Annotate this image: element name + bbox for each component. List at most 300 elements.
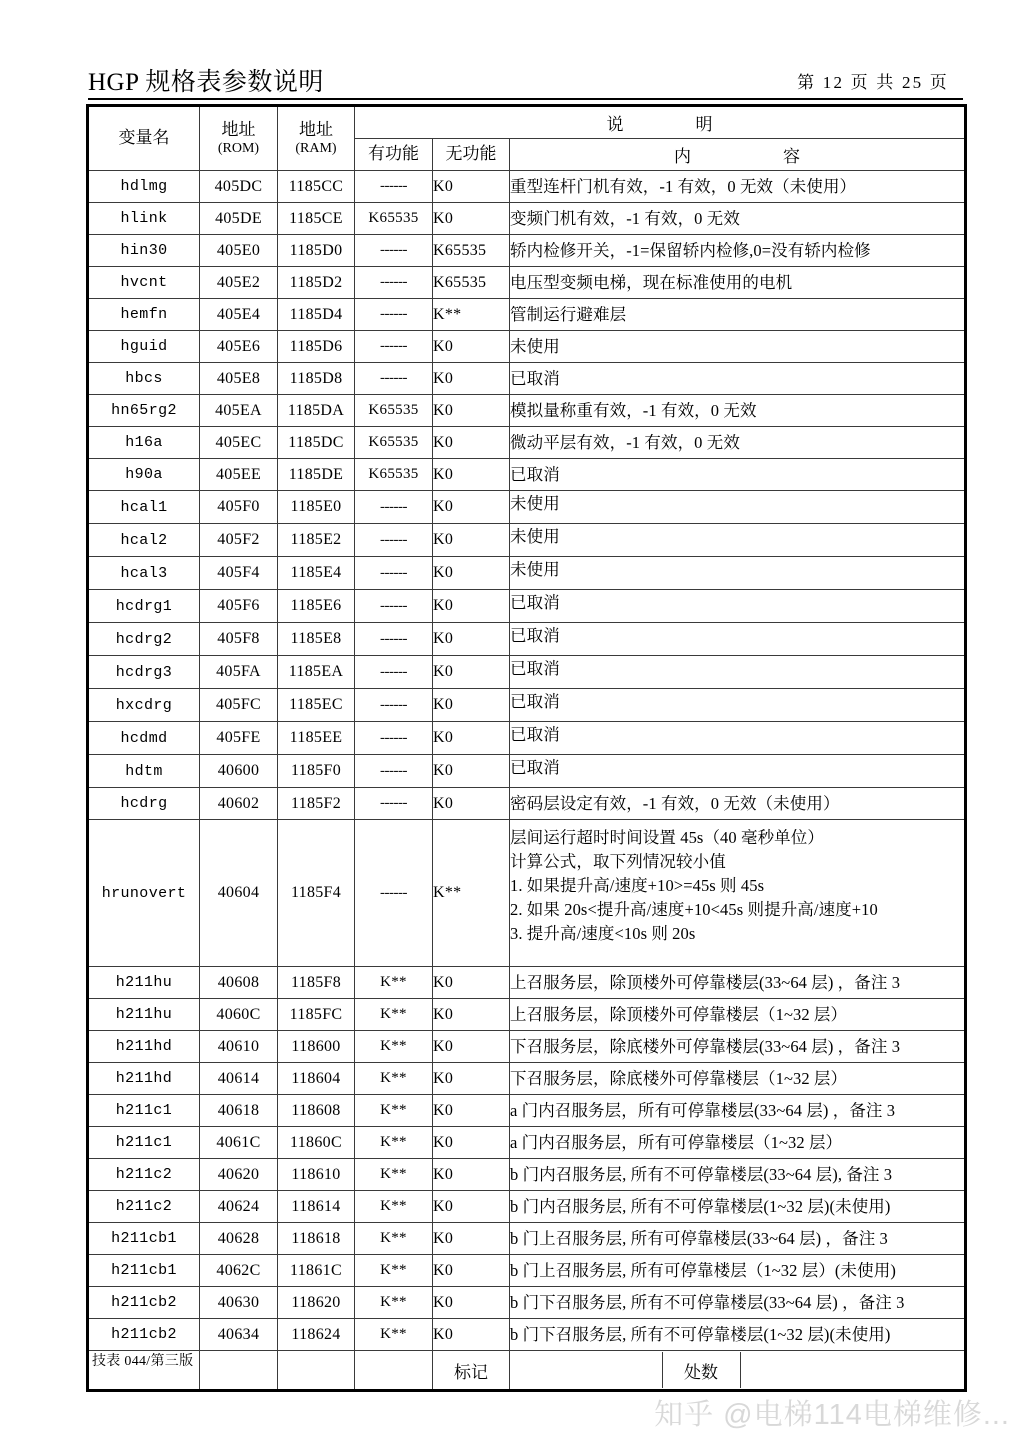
table-row [88, 1095, 966, 1127]
col-header-shuoming-char1: 说 [606, 115, 624, 134]
cell-yes: K** [355, 1031, 433, 1063]
cell-ram: 1185E2 [278, 524, 355, 557]
table-body [88, 171, 966, 1351]
cell-ram: 118618 [278, 1223, 355, 1255]
cell-varname: hcdrg3 [88, 656, 200, 689]
cell-varname: h211hd [88, 1031, 200, 1063]
description-line: b 门下召服务层, 所有不可停靠楼层(33~64 层) ，备注 3 [510, 1292, 905, 1312]
description-line: 下召服务层，除底楼外可停靠楼层(33~64 层) ，备注 3 [510, 1036, 901, 1056]
cell-no: K0 [433, 171, 510, 203]
table-row [88, 1287, 966, 1319]
cell-varname: hxcdrg [88, 689, 200, 722]
table-footer [88, 1351, 966, 1391]
description-line: 已取消 [510, 725, 560, 744]
cell-description [510, 1095, 966, 1127]
cell-rom: 405E4 [200, 299, 278, 331]
table-row [88, 524, 966, 557]
table-row [88, 1031, 966, 1063]
cell-ram: 1185F8 [278, 967, 355, 999]
cell-yes: ------ [355, 299, 433, 331]
table-row [88, 395, 966, 427]
cell-no: K0 [433, 363, 510, 395]
cell-rom: 40628 [200, 1223, 278, 1255]
cell-no: K0 [433, 203, 510, 235]
description-line: 微动平层有效，-1 有效，0 无效 [510, 432, 740, 452]
col-header-ram-line1: 地址 [299, 119, 333, 139]
cell-yes: ------ [355, 820, 433, 967]
table-row [88, 656, 966, 689]
cell-ram: 1185EE [278, 722, 355, 755]
cell-no: K0 [433, 656, 510, 689]
cell-varname: hn65rg2 [88, 395, 200, 427]
cell-description [510, 820, 966, 967]
cell-yes: K** [355, 1063, 433, 1095]
col-header-neirong-char2: 容 [783, 147, 800, 166]
cell-varname: hbcs [88, 363, 200, 395]
cell-description [510, 557, 966, 590]
table-row [88, 1063, 966, 1095]
description-line: 上召服务层，除顶楼外可停靠楼层（1~32 层） [510, 1004, 848, 1024]
cell-varname: h211c2 [88, 1191, 200, 1223]
cell-yes: ------ [355, 788, 433, 820]
cell-yes: ------ [355, 171, 433, 203]
table-row [88, 623, 966, 656]
description-line: 已取消 [510, 593, 560, 612]
cell-rom: 405EA [200, 395, 278, 427]
cell-rom: 40620 [200, 1159, 278, 1191]
cell-no: K0 [433, 689, 510, 722]
cell-yes: ------ [355, 491, 433, 524]
table-footer-row [88, 1351, 966, 1391]
cell-description [510, 755, 966, 788]
cell-ram: 11861C [278, 1255, 355, 1287]
cell-ram: 1185D0 [278, 235, 355, 267]
cell-no: K0 [433, 491, 510, 524]
description-line: b 门内召服务层, 所有不可停靠楼层(33~64 层), 备注 3 [510, 1164, 893, 1184]
cell-no: K0 [433, 1255, 510, 1287]
cell-description [510, 1255, 966, 1287]
cell-rom: 405F4 [200, 557, 278, 590]
table-row [88, 999, 966, 1031]
description-line: 电压型变频电梯，现在标准使用的电机 [510, 272, 793, 292]
cell-rom: 40608 [200, 967, 278, 999]
cell-yes: ------ [355, 363, 433, 395]
cell-ram: 1185E4 [278, 557, 355, 590]
cell-varname: hcal1 [88, 491, 200, 524]
cell-ram: 1185DE [278, 459, 355, 491]
cell-ram: 1185D4 [278, 299, 355, 331]
cell-yes: K** [355, 999, 433, 1031]
cell-varname: h211hu [88, 999, 200, 1031]
cell-varname: hvcnt [88, 267, 200, 299]
cell-no: K0 [433, 1031, 510, 1063]
cell-rom: 405EC [200, 427, 278, 459]
table-row [88, 267, 966, 299]
cell-ram: 118614 [278, 1191, 355, 1223]
table-row [88, 1255, 966, 1287]
cell-rom: 405E2 [200, 267, 278, 299]
description-line: 计算公式，取下列情况较小值 [510, 851, 726, 871]
cell-description [510, 1287, 966, 1319]
description-line: 密码层设定有效，-1 有效，0 无效（未使用） [510, 793, 840, 813]
cell-varname: hlink [88, 203, 200, 235]
cell-varname: hcdrg2 [88, 623, 200, 656]
cell-varname: h211cb2 [88, 1287, 200, 1319]
cell-rom: 405DC [200, 171, 278, 203]
cell-yes: K65535 [355, 459, 433, 491]
cell-no: K0 [433, 331, 510, 363]
cell-varname: hguid [88, 331, 200, 363]
footer-blank-rom [200, 1351, 278, 1391]
spec-table-container [86, 104, 964, 1392]
table-row [88, 299, 966, 331]
cell-no: K0 [433, 427, 510, 459]
cell-varname: h16a [88, 427, 200, 459]
cell-description [510, 1127, 966, 1159]
cell-description [510, 1319, 966, 1351]
table-row [88, 203, 966, 235]
description-line: 未使用 [510, 336, 560, 356]
table-row [88, 427, 966, 459]
table-row [88, 491, 966, 524]
cell-ram: 1185F2 [278, 788, 355, 820]
cell-description [510, 689, 966, 722]
cell-description [510, 459, 966, 491]
cell-description [510, 203, 966, 235]
description-line: 已取消 [510, 758, 560, 777]
col-header-neirong-char1: 内 [674, 147, 691, 166]
cell-yes: K65535 [355, 203, 433, 235]
cell-description [510, 788, 966, 820]
cell-ram: 118610 [278, 1159, 355, 1191]
cell-varname: hemfn [88, 299, 200, 331]
cell-varname: hcdmd [88, 722, 200, 755]
cell-yes: ------ [355, 557, 433, 590]
description-line: 已取消 [510, 464, 560, 484]
cell-yes: K** [355, 1159, 433, 1191]
cell-no: K0 [433, 557, 510, 590]
cell-description [510, 967, 966, 999]
table-row [88, 820, 966, 967]
cell-description [510, 1191, 966, 1223]
description-line: 已取消 [510, 659, 560, 678]
cell-no: K0 [433, 967, 510, 999]
cell-description [510, 656, 966, 689]
cell-rom: 40600 [200, 755, 278, 788]
cell-ram: 1185E0 [278, 491, 355, 524]
cell-ram: 1185DC [278, 427, 355, 459]
footer-mark-label: 标记 [433, 1351, 510, 1391]
cell-yes: ------ [355, 656, 433, 689]
cell-no: K0 [433, 1095, 510, 1127]
watermark: 知乎 @电梯114电梯维修... [654, 1399, 1010, 1431]
cell-rom: 405E6 [200, 331, 278, 363]
cell-description [510, 590, 966, 623]
cell-rom: 405E8 [200, 363, 278, 395]
cell-rom: 405FC [200, 689, 278, 722]
cell-no: K0 [433, 1159, 510, 1191]
cell-ram: 1185CC [278, 171, 355, 203]
cell-ram: 1185F4 [278, 820, 355, 967]
cell-rom: 405FE [200, 722, 278, 755]
cell-no: K65535 [433, 267, 510, 299]
page-header [88, 58, 963, 100]
page-number: 第 12 页 共 25 页 [797, 73, 949, 92]
cell-varname: hcal3 [88, 557, 200, 590]
table-row [88, 722, 966, 755]
cell-description [510, 1031, 966, 1063]
table-row [88, 1319, 966, 1351]
page-title: HGP 规格表参数说明 [88, 68, 324, 96]
cell-yes: ------ [355, 689, 433, 722]
description-line: 未使用 [510, 494, 560, 513]
col-header-shuoming [355, 106, 966, 139]
cell-rom: 405F0 [200, 491, 278, 524]
cell-no: K0 [433, 1287, 510, 1319]
cell-varname: h211cb2 [88, 1319, 200, 1351]
cell-varname: hcdrg1 [88, 590, 200, 623]
cell-ram: 118620 [278, 1287, 355, 1319]
cell-description [510, 395, 966, 427]
col-header-ram [278, 106, 355, 171]
description-line: b 门上召服务层, 所有可停靠楼层（1~32 层）(未使用) [510, 1260, 896, 1280]
cell-yes: K** [355, 1255, 433, 1287]
cell-description [510, 1063, 966, 1095]
cell-yes: ------ [355, 331, 433, 363]
cell-varname: h211c1 [88, 1095, 200, 1127]
cell-description [510, 524, 966, 557]
description-line: 已取消 [510, 692, 560, 711]
table-row [88, 1127, 966, 1159]
cell-description [510, 363, 966, 395]
cell-varname: h211hu [88, 967, 200, 999]
description-line: 已取消 [510, 626, 560, 645]
cell-yes: K** [355, 1127, 433, 1159]
cell-ram: 1185E6 [278, 590, 355, 623]
cell-varname: hdtm [88, 755, 200, 788]
col-header-neirong [510, 139, 966, 171]
cell-ram: 1185DA [278, 395, 355, 427]
table-row [88, 331, 966, 363]
cell-description [510, 722, 966, 755]
cell-no: K0 [433, 999, 510, 1031]
cell-rom: 4062C [200, 1255, 278, 1287]
description-line: 已取消 [510, 368, 560, 388]
cell-description [510, 331, 966, 363]
table-row [88, 1191, 966, 1223]
col-header-shuoming-char2: 明 [695, 115, 713, 134]
cell-rom: 405F2 [200, 524, 278, 557]
col-header-rom [200, 106, 278, 171]
description-line: a 门内召服务层，所有可停靠楼层（1~32 层） [510, 1132, 843, 1152]
cell-description [510, 171, 966, 203]
cell-no: K0 [433, 623, 510, 656]
cell-description [510, 1159, 966, 1191]
cell-rom: 405E0 [200, 235, 278, 267]
table-row [88, 967, 966, 999]
cell-varname: h211c1 [88, 1127, 200, 1159]
description-line: 变频门机有效，-1 有效，0 无效 [510, 208, 740, 228]
cell-description [510, 491, 966, 524]
cell-description [510, 623, 966, 656]
description-line: a 门内召服务层，所有可停靠楼层(33~64 层) ，备注 3 [510, 1100, 896, 1120]
spec-table [86, 104, 967, 1392]
cell-ram: 1185EA [278, 656, 355, 689]
description-line: 1. 如果提升高/速度+10>=45s 则 45s [510, 875, 765, 895]
cell-varname: hcal2 [88, 524, 200, 557]
cell-varname: hcdrg [88, 788, 200, 820]
col-header-rom-line2: (ROM) [217, 141, 260, 157]
description-line: 下召服务层，除底楼外可停靠楼层（1~32 层） [510, 1068, 848, 1088]
table-row [88, 557, 966, 590]
table-row [88, 755, 966, 788]
cell-rom: 40614 [200, 1063, 278, 1095]
cell-yes: ------ [355, 235, 433, 267]
cell-varname: hdlmg [88, 171, 200, 203]
cell-description [510, 1223, 966, 1255]
cell-rom: 405F6 [200, 590, 278, 623]
description-line: 层间运行超时时间设置 45s（40 毫秒单位） [510, 828, 824, 847]
cell-rom: 4061C [200, 1127, 278, 1159]
cell-no: K0 [433, 395, 510, 427]
cell-ram: 1185D8 [278, 363, 355, 395]
cell-rom: 405F8 [200, 623, 278, 656]
cell-no: K0 [433, 1127, 510, 1159]
cell-no: K0 [433, 1191, 510, 1223]
table-row [88, 171, 966, 203]
footer-blank-yes [355, 1351, 433, 1391]
cell-yes: K65535 [355, 395, 433, 427]
cell-no: K0 [433, 524, 510, 557]
cell-varname: hrunovert [88, 820, 200, 967]
description-line: 重型连杆门机有效，-1 有效，0 无效（未使用） [510, 176, 857, 196]
cell-no: K0 [433, 1063, 510, 1095]
footer-blank-right [740, 1352, 966, 1388]
cell-ram: 118624 [278, 1319, 355, 1351]
col-header-ram-line2: (RAM) [295, 141, 337, 157]
cell-yes: K** [355, 1223, 433, 1255]
cell-no: K0 [433, 755, 510, 788]
cell-rom: 405FA [200, 656, 278, 689]
description-line: 轿内检修开关，-1=保留轿内检修,0=没有轿内检修 [510, 240, 871, 260]
cell-rom: 4060C [200, 999, 278, 1031]
cell-yes: K** [355, 1095, 433, 1127]
col-header-has-function: 有功能 [355, 139, 433, 171]
cell-no: K0 [433, 1319, 510, 1351]
table-row [88, 235, 966, 267]
cell-varname: h211cb1 [88, 1223, 200, 1255]
table-row [88, 1223, 966, 1255]
cell-ram: 118604 [278, 1063, 355, 1095]
table-row [88, 1159, 966, 1191]
cell-yes: K65535 [355, 427, 433, 459]
cell-description [510, 299, 966, 331]
table-header [88, 106, 966, 171]
cell-rom: 405DE [200, 203, 278, 235]
cell-rom: 40618 [200, 1095, 278, 1127]
description-line: b 门上召服务层, 所有可停靠楼层(33~64 层) ，备注 3 [510, 1228, 888, 1248]
description-line: 2. 如果 20s<提升高/速度+10<45s 则提升高/速度+10 [510, 899, 878, 919]
doc-footnote: 技表 044/第三版 [92, 1354, 194, 1369]
cell-description [510, 267, 966, 299]
description-line: 3. 提升高/速度<10s 则 20s [510, 923, 696, 943]
description-line: 模拟量称重有效，-1 有效，0 无效 [510, 400, 757, 420]
cell-no: K0 [433, 722, 510, 755]
table-row [88, 788, 966, 820]
col-header-rom-line1: 地址 [221, 119, 256, 139]
cell-yes: ------ [355, 267, 433, 299]
cell-rom: 40630 [200, 1287, 278, 1319]
cell-ram: 1185D6 [278, 331, 355, 363]
cell-description [510, 235, 966, 267]
cell-yes: K** [355, 1287, 433, 1319]
cell-no: K0 [433, 590, 510, 623]
description-line: 未使用 [510, 527, 560, 546]
cell-no: K65535 [433, 235, 510, 267]
cell-ram: 118600 [278, 1031, 355, 1063]
cell-yes: K** [355, 967, 433, 999]
cell-ram: 118608 [278, 1095, 355, 1127]
cell-ram: 11860C [278, 1127, 355, 1159]
description-line: 上召服务层，除顶楼外可停靠楼层(33~64 层) ，备注 3 [510, 972, 901, 992]
cell-yes: K** [355, 1319, 433, 1351]
cell-no: K0 [433, 1223, 510, 1255]
footer-blank-mid [510, 1352, 662, 1388]
description-line: b 门内召服务层, 所有不可停靠楼层(1~32 层)(未使用) [510, 1196, 891, 1216]
col-header-varname: 变量名 [88, 106, 200, 171]
table-row [88, 590, 966, 623]
cell-rom: 405EE [200, 459, 278, 491]
cell-varname: h90a [88, 459, 200, 491]
table-row [88, 459, 966, 491]
cell-yes: ------ [355, 590, 433, 623]
cell-rom: 40624 [200, 1191, 278, 1223]
cell-yes: K** [355, 1191, 433, 1223]
description-line: b 门下召服务层, 所有不可停靠楼层(1~32 层)(未使用) [510, 1324, 891, 1344]
cell-ram: 1185FC [278, 999, 355, 1031]
cell-no: K0 [433, 459, 510, 491]
cell-rom: 40610 [200, 1031, 278, 1063]
table-row [88, 689, 966, 722]
cell-description [510, 427, 966, 459]
cell-no: K0 [433, 788, 510, 820]
cell-description [510, 999, 966, 1031]
cell-varname: h211cb1 [88, 1255, 200, 1287]
cell-no: K** [433, 820, 510, 967]
cell-rom: 40604 [200, 820, 278, 967]
cell-yes: ------ [355, 722, 433, 755]
cell-no: K** [433, 299, 510, 331]
cell-yes: ------ [355, 524, 433, 557]
cell-ram: 1185F0 [278, 755, 355, 788]
cell-varname: h211hd [88, 1063, 200, 1095]
cell-varname: hin30 [88, 235, 200, 267]
footer-sub-cells [510, 1351, 966, 1391]
cell-ram: 1185E8 [278, 623, 355, 656]
cell-ram: 1185CE [278, 203, 355, 235]
description-line: 未使用 [510, 560, 560, 579]
cell-yes: ------ [355, 623, 433, 656]
footer-count-label: 处数 [662, 1352, 740, 1388]
cell-yes: ------ [355, 755, 433, 788]
cell-ram: 1185EC [278, 689, 355, 722]
cell-rom: 40634 [200, 1319, 278, 1351]
cell-rom: 40602 [200, 788, 278, 820]
footer-blank-ram [278, 1351, 355, 1391]
table-header-row-1 [88, 106, 966, 139]
table-row [88, 363, 966, 395]
cell-ram: 1185D2 [278, 267, 355, 299]
